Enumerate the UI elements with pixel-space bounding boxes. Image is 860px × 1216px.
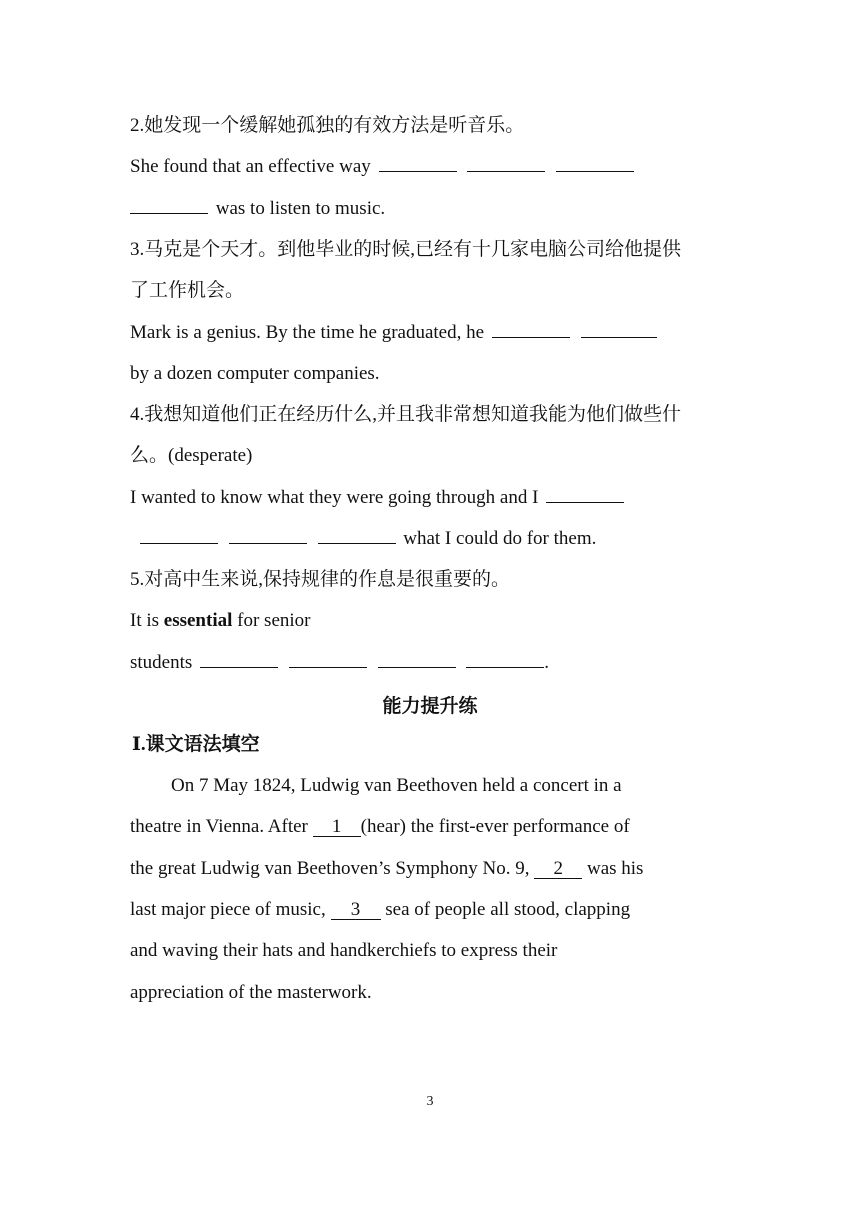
passage-line-4-pre: last major piece of music, bbox=[130, 899, 326, 920]
q2-english-line2 bbox=[130, 197, 385, 221]
answer-blank[interactable] bbox=[546, 486, 624, 503]
passage-line-3-post: was his bbox=[586, 858, 644, 879]
answer-blank[interactable] bbox=[289, 651, 367, 668]
answer-blank[interactable] bbox=[556, 155, 634, 172]
part1-title: Ⅰ.课文语法填空 bbox=[132, 734, 260, 755]
q5-english-end: . bbox=[544, 652, 550, 673]
passage-line-3-pre: the great Ludwig van Beethoven’s Symphony No. 9, bbox=[130, 858, 530, 879]
passage-line-4-post: sea of people all stood, clapping bbox=[385, 899, 631, 920]
q4-english-line1 bbox=[130, 486, 627, 510]
page-number: 3 bbox=[426, 1094, 434, 1109]
q4-english-line2 bbox=[140, 527, 596, 551]
q3-chinese-line1: 3.马克是个天才。到他毕业的时候,已经有十几家电脑公司给他提供 bbox=[130, 239, 682, 260]
answer-blank[interactable] bbox=[467, 155, 545, 172]
passage-line-3 bbox=[130, 857, 643, 881]
q5-english-line1 bbox=[130, 609, 310, 633]
q5-english-start: students bbox=[130, 652, 193, 673]
q3-english-start: Mark is a genius. By the time he graduated, he bbox=[130, 322, 485, 343]
q5-english-line2 bbox=[130, 651, 549, 675]
q5-english-post: for senior bbox=[237, 610, 311, 631]
q4-english-end: what I could do for them. bbox=[403, 528, 597, 549]
q2-english-start: She found that an effective way bbox=[130, 156, 371, 177]
q5-english-pre: It is bbox=[130, 610, 160, 631]
passage-line-1: On 7 May 1824, Ludwig van Beethoven held a concert in a bbox=[171, 775, 622, 796]
answer-blank[interactable] bbox=[581, 321, 657, 338]
passage-line-2-post: (hear) the first-ever performance of bbox=[360, 816, 630, 837]
grammar-blank-2[interactable]: 2 bbox=[534, 860, 582, 879]
q3-chinese-line2: 了工作机会。 bbox=[130, 280, 245, 301]
answer-blank[interactable] bbox=[200, 651, 278, 668]
passage-line-2-pre: theatre in Vienna. After bbox=[130, 816, 308, 837]
answer-blank[interactable] bbox=[466, 651, 544, 668]
answer-blank[interactable] bbox=[379, 155, 457, 172]
q2-english-end: was to listen to music. bbox=[215, 198, 386, 219]
passage-line-4 bbox=[130, 898, 630, 922]
passage-line-6: appreciation of the masterwork. bbox=[130, 982, 372, 1003]
answer-blank[interactable] bbox=[229, 527, 307, 544]
answer-blank[interactable] bbox=[140, 527, 218, 544]
section-title: 能力提升练 bbox=[382, 696, 478, 717]
q5-keyword: essential bbox=[163, 610, 233, 631]
answer-blank[interactable] bbox=[492, 321, 570, 338]
passage-line-5: and waving their hats and handkerchiefs to express their bbox=[130, 940, 558, 961]
answer-blank[interactable] bbox=[318, 527, 396, 544]
q5-chinese: 5.对高中生来说,保持规律的作息是很重要的。 bbox=[130, 569, 511, 590]
q4-english-start: I wanted to know what they were going through and I bbox=[130, 487, 539, 508]
grammar-blank-1[interactable]: 1 bbox=[313, 818, 361, 837]
q3-english-line2: by a dozen computer companies. bbox=[130, 363, 380, 384]
q2-english-line1 bbox=[130, 155, 637, 179]
q3-english-line1 bbox=[130, 321, 660, 345]
grammar-blank-3[interactable]: 3 bbox=[331, 901, 381, 920]
q4-chinese-line1: 4.我想知道他们正在经历什么,并且我非常想知道我能为他们做些什 bbox=[130, 404, 682, 425]
q2-chinese: 2.她发现一个缓解她孤独的有效方法是听音乐。 bbox=[130, 115, 525, 136]
answer-blank[interactable] bbox=[130, 197, 208, 214]
passage-line-2 bbox=[130, 815, 630, 839]
answer-blank[interactable] bbox=[378, 651, 456, 668]
q4-chinese-line2: 么。(desperate) bbox=[130, 445, 253, 466]
